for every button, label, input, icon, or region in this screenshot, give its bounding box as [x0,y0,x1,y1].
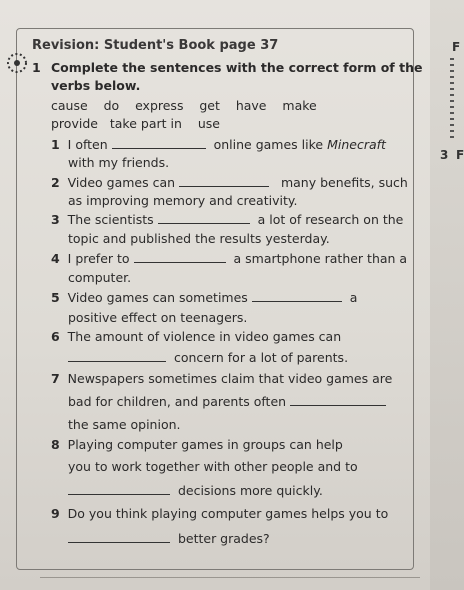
word-use: use [197,116,220,131]
sentence-7-line-3: the same opinion. [68,417,181,432]
sentence-1-line-1: 1 I often online games like Minecraft [51,137,386,152]
blank-1[interactable] [112,138,206,149]
page-bottom-rule [40,577,420,578]
sentence-8-line-2: you to work together with other people and to [68,459,358,474]
side-letter: F [456,148,464,162]
word-have: have [235,98,267,113]
blank-6[interactable] [68,351,166,362]
side-letter-top: F [452,40,461,54]
sentence-5-line-1: 5 Video games can sometimes a [51,290,358,305]
page-header: Revision: Student's Book page 37 [32,38,279,53]
word-take-part-in: take part in [109,116,182,131]
sentence-9-line-1: 9 Do you think playing computer games helps you to [51,506,389,521]
instruction-line-1: Complete the sentences with the correct form of the [51,60,423,75]
sentence-3-line-1: 3 The scientists a lot of research on the [51,212,404,227]
sentence-8-line-3: decisions more quickly. [68,483,323,498]
sentence-9-line-2: better grades? [68,531,270,546]
blank-2[interactable] [179,176,269,187]
side-exercise-number: 3 [440,148,449,162]
exercise-number: 1 [32,60,41,75]
word-do: do [103,98,120,113]
sentence-6-line-2: concern for a lot of parents. [68,350,348,365]
binding-dots [450,58,454,138]
word-bank-row-2 [51,116,220,131]
word-cause: cause [51,98,88,113]
blank-5[interactable] [252,291,342,302]
sentence-6-line-1: 6 The amount of violence in video games can [51,329,342,344]
blank-8[interactable] [68,484,170,495]
blank-9[interactable] [68,532,170,543]
sentence-2-line-1: 2 Video games can many benefits, such [51,175,408,190]
word-get: get [199,98,220,113]
sentence-4-line-1: 4 I prefer to a smartphone rather than a [51,251,408,266]
sentence-2-line-2: as improving memory and creativity. [68,193,298,208]
instruction-line-2: verbs below. [51,78,141,93]
adjacent-page-edge [430,0,464,590]
sentence-3-line-2: topic and published the results yesterday. [68,231,330,246]
sentence-4-line-2: computer. [68,270,132,285]
blank-4[interactable] [134,252,226,263]
word-provide: provide [51,116,98,131]
blank-3[interactable] [158,213,250,224]
word-make: make [282,98,317,113]
sentence-7-line-2: bad for children, and parents often [68,394,386,409]
word-bank-row-1 [51,98,317,113]
exercise-badge-icon [6,52,28,74]
sentence-1-line-2: with my friends. [68,155,170,170]
sentence-5-line-2: positive effect on teenagers. [68,310,248,325]
word-express: express [135,98,184,113]
blank-7[interactable] [290,395,386,406]
sentence-7-line-1: 7 Newspapers sometimes claim that video games are [51,371,393,386]
sentence-8-line-1: 8 Playing computer games in groups can help [51,437,343,452]
